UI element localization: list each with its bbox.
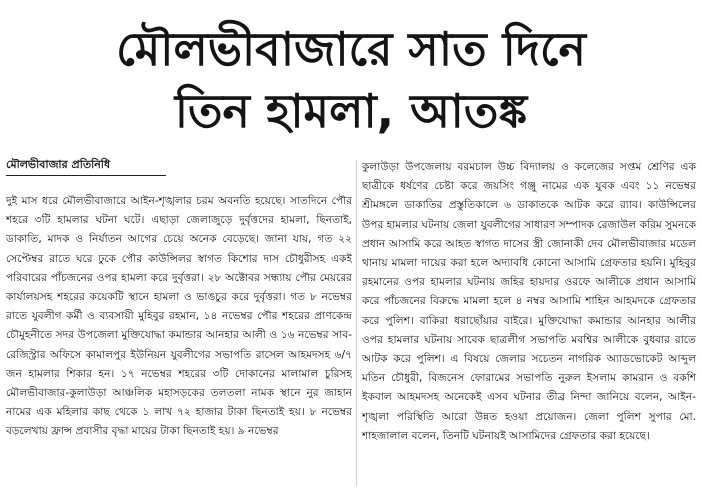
- headline: [0, 20, 702, 140]
- article-body-right: কুলাউড়া উপজেলায় বরমচাল উচ্চ বিদ্যালয় ও কলেজের সপ্তম শ্রেণির এক ছাত্রীকে ধর্ষণের চেষ্টা করে জয়সিং গঞ্জু নামের এক যুবক এবং ১১ নভেম্বর শ্রীমঙ্গলে ডাকাতির প্রস্তুতিকালে ৬ ডাকাতকে আটক করে র‌্যাব। কাউন্সিলের উপর হামলার ঘটনায় জেলা যুবলীগের সাধারণ সম্পাদক রেজাউল করিম সুমনকে প্রধান আসামি করে আহত স্বাগত দাসের স্ত্রী জোনাকী দেব মৌলভীবাজার মডেল থানায় মামলা দায়ের করা হলে অদ্যাবধি কোনো আসামি গ্রেফতার হয়নি। মুহিবুর রহমানের ওপর হামলার ঘটনায় জহির হায়দার ওরফে আলীকে প্রধান আসামি করে পাঁচজনের বিরুদ্ধে মামলা হলে ৪ নম্বর আসামি শাহিন আহমদকে গ্রেফতার করে পুলিশ। বাকিরা ধরাছোঁয়ার বাইরে। মুক্তিযোদ্ধা কমান্ডার আনহার আলীর ওপর হামলার ঘটনায় সাবেক ছাত্রলীগ সভাপতি মবশ্বির আলীকে বুধবার রাতে আটক করে পুলিশ। এ বিষয়ে জেলার সচেতন নাগরিক অ্যাডভোকেট আব্দুল মতিন চৌধুরী, বিজনেস ফোরামের সভাপতি নুরুল ইসলাম কামরান ও বকশি ইকবাল আহমদসহ অনেকেই এসব ঘটনার তীব্র নিন্দা জানিয়ে বলেন, আইন-শৃঙ্খলা পরিস্থিতি আরো উন্নত হওয়া প্রয়োজন। জেলা পুলিশ সুপার মো. শাহজালাল বলেন, তিনটি ঘটনায়ই আসামিদের গ্রেফতার করা হয়েছে।: [362, 161, 697, 442]
- article-column-right: [362, 158, 696, 446]
- article-column-left: [6, 156, 352, 442]
- headline-line-1: মৌলভীবাজারে সাত দিনে: [116, 22, 586, 76]
- headline-line-2: তিন হামলা, আতঙ্ক: [174, 84, 528, 138]
- article-body-left: দুই মাস ধরে মৌলভীবাজারে আইন-শৃঙ্খলার চরম অবনতি হয়েছে। সাতদিনে পৌর শহরে ৩টি হামলার ঘটনা ঘটে। এছাড়া জেলাজুড়ে দুর্বৃত্তদের হামলা, ছিনতাই, ডাকাতি, মাদক ও নির্যাতন আগের চেয়ে অনেক বেড়েছে। জানা যায়, গত ২২ সেপ্টেম্বর রাতে ঘরে ঢুকে পৌর কাউন্সিলর স্বাগত কিশোর দাস চৌধুরীসহ একই পরিবারের পাঁচজনের ওপর হামলা করে দুর্বৃত্তরা। ২৮ অক্টোবর সন্ধ্যায় পৌর মেয়রের কার্যালয়সহ শহরের কয়েকটি স্থানে হামলা ও ভাঙচুর করে দুর্বৃত্তরা। গত ৮ নভেম্বর রাতে যুবলীগ কর্মী ও ব্যবসায়ী মুহিবুর রহমান, ১৪ নভেম্বর পৌর শহরের প্রাণকেন্দ্র চৌমুহনীতে সদর উপজেলা মুক্তিযোদ্ধা কমান্ডার আনহার আলী ও ১৬ নভেম্বর সাব-রেজিস্ট্রার অফিসে কামালপুর ইউনিয়ন যুবলীগের সভাপতি রাসেল আহমদসহ ৬/৭ জন হামলার শিকার হন। ১৭ নভেম্বর শহরের ৩টি দোকানের মালামাল চুরিসহ মৌলভীবাজার-কুলাউড়া আঞ্চলিক মহাসড়কের তলতলা নামক স্থানে নুর জাহান নামের এক মহিলার কাছ থেকে ১ লাখ ৭২ হাজার টাকা ছিনতাই হয়। ৮ নভেম্বর বড়লেখায় ফ্রান্স প্রবাসীর বৃদ্ধা মায়ের টাকা ছিনতাই হয়। ৯ নভেম্বর: [6, 195, 352, 438]
- column-divider: [356, 160, 357, 486]
- byline: মৌলভীবাজার প্রতিনিধি: [6, 156, 166, 176]
